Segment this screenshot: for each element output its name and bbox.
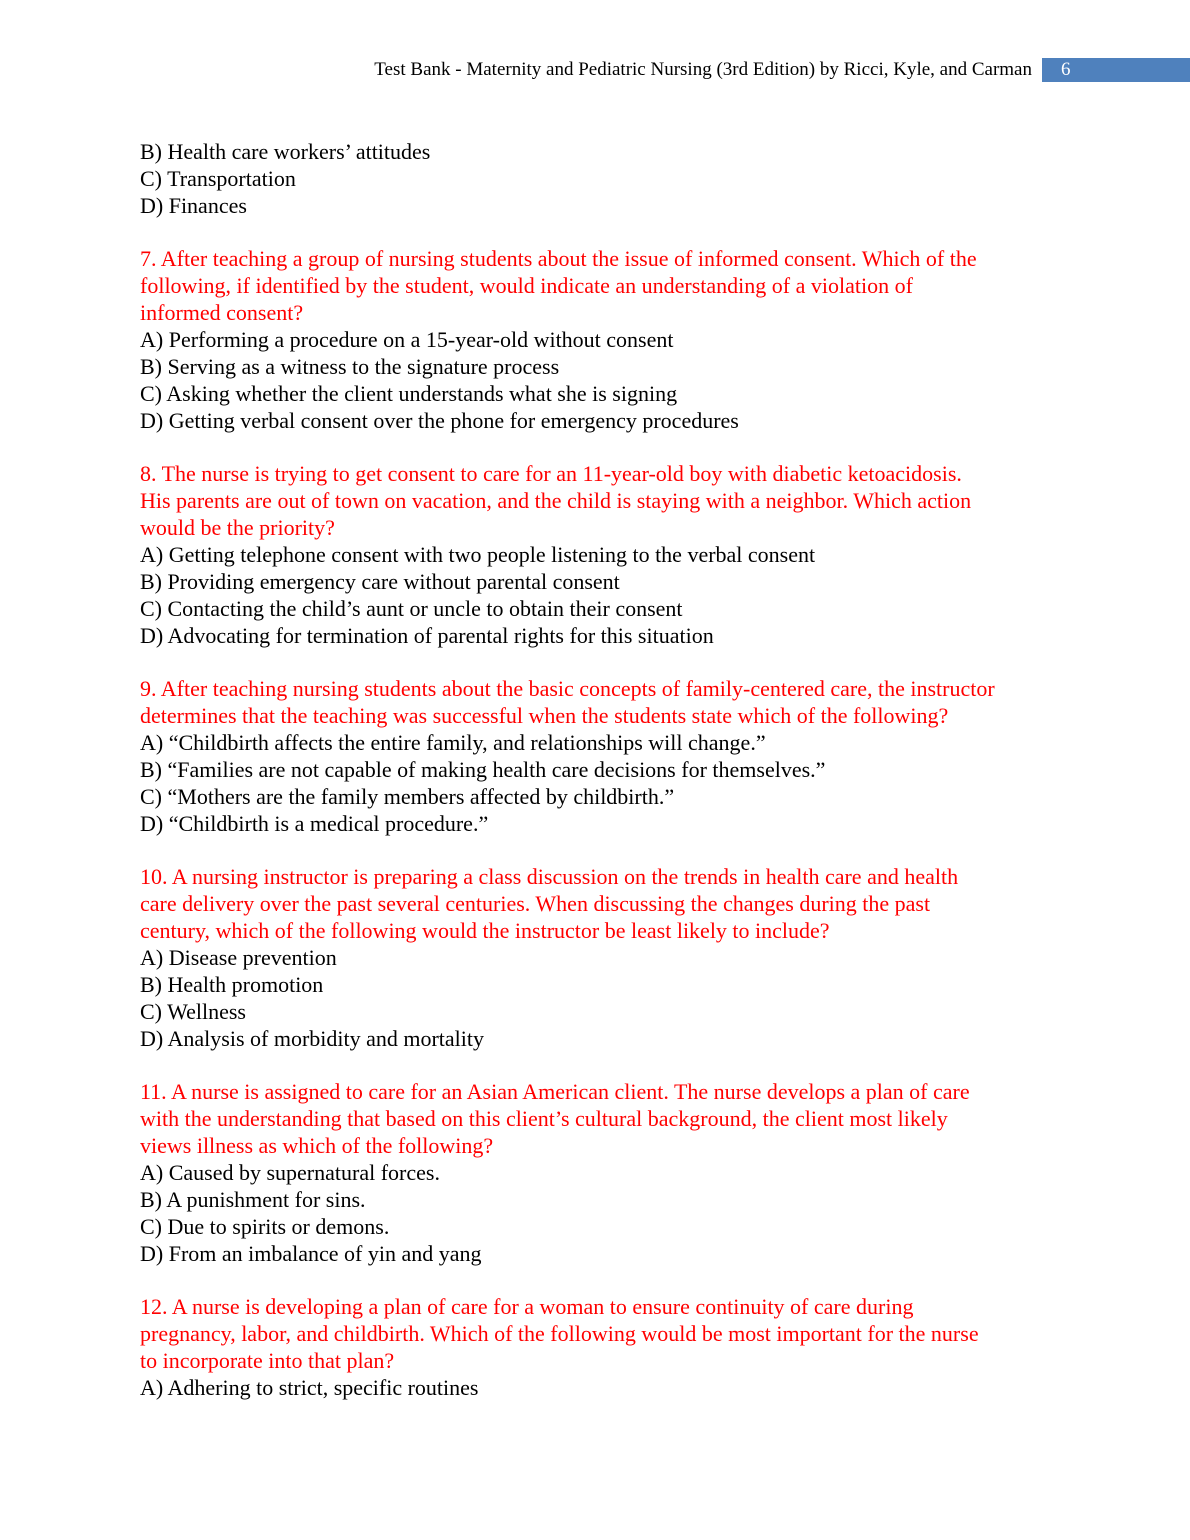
question-text: 10. A nursing instructor is preparing a class discussion on the trends in health care and health <box>140 864 959 889</box>
answer-option: C) Contacting the child’s aunt or uncle to obtain their consent <box>140 596 683 621</box>
question-text: with the understanding that based on this client’s cultural background, the client most likely <box>140 1106 948 1131</box>
question-text: determines that the teaching was successful when the students state which of the following? <box>140 703 949 728</box>
answer-option: D) Advocating for termination of parental rights for this situation <box>140 623 714 648</box>
question-text: pregnancy, labor, and childbirth. Which of the following would be most important for the nurse <box>140 1321 979 1346</box>
answer-option: B) A punishment for sins. <box>140 1187 366 1212</box>
answer-option: A) Adhering to strict, specific routines <box>140 1375 479 1400</box>
answer-option: A) Caused by supernatural forces. <box>140 1160 440 1185</box>
leading-options <box>140 138 1060 219</box>
answer-option: A) “Childbirth affects the entire family, and relationships will change.” <box>140 730 766 755</box>
question-10 <box>140 863 1060 1052</box>
question-text: following, if identified by the student, would indicate an understanding of a violation of <box>140 273 913 298</box>
answer-option: B) “Families are not capable of making health care decisions for themselves.” <box>140 757 826 782</box>
question-text: views illness as which of the following? <box>140 1133 494 1158</box>
question-text: care delivery over the past several centuries. When discussing the changes during the past <box>140 891 931 916</box>
answer-option: C) Due to spirits or demons. <box>140 1214 390 1239</box>
question-text: His parents are out of town on vacation, and the child is staying with a neighbor. Which action <box>140 488 972 513</box>
answer-option: A) Performing a procedure on a 15-year-old without consent <box>140 327 674 352</box>
answer-option: C) Asking whether the client understands what she is signing <box>140 381 678 406</box>
answer-option: C) Transportation <box>140 166 296 191</box>
answer-option: D) From an imbalance of yin and yang <box>140 1241 482 1266</box>
question-text: 9. After teaching nursing students about the basic concepts of family-centered care, the instructor <box>140 676 995 701</box>
question-text: informed consent? <box>140 300 304 325</box>
question-9 <box>140 675 1060 837</box>
answer-option: B) Health promotion <box>140 972 324 997</box>
question-text: century, which of the following would the instructor be least likely to include? <box>140 918 830 943</box>
answer-option: C) Wellness <box>140 999 246 1024</box>
answer-option: D) “Childbirth is a medical procedure.” <box>140 811 489 836</box>
answer-option: D) Analysis of morbidity and mortality <box>140 1026 485 1051</box>
header-title: Test Bank - Maternity and Pediatric Nursing (3rd Edition) by Ricci, Kyle, and Carman <box>374 59 1032 80</box>
page-header <box>374 58 1190 82</box>
question-text: to incorporate into that plan? <box>140 1348 395 1373</box>
page-number-badge: 6 <box>1042 58 1190 82</box>
document-body <box>140 138 1060 1401</box>
answer-option: B) Providing emergency care without parental consent <box>140 569 620 594</box>
question-text: 7. After teaching a group of nursing students about the issue of informed consent. Which of the <box>140 246 977 271</box>
answer-option: A) Disease prevention <box>140 945 337 970</box>
question-text: 11. A nurse is assigned to care for an Asian American client. The nurse develops a plan of care <box>140 1079 970 1104</box>
answer-option: D) Getting verbal consent over the phone for emergency procedures <box>140 408 739 433</box>
question-11 <box>140 1078 1060 1267</box>
question-text: 8. The nurse is trying to get consent to care for an 11-year-old boy with diabetic ketoacidosis. <box>140 461 962 486</box>
answer-option: B) Serving as a witness to the signature process <box>140 354 560 379</box>
question-text: would be the priority? <box>140 515 335 540</box>
question-7 <box>140 245 1060 434</box>
answer-option: B) Health care workers’ attitudes <box>140 139 431 164</box>
answer-option: D) Finances <box>140 193 247 218</box>
answer-option: C) “Mothers are the family members affected by childbirth.” <box>140 784 675 809</box>
answer-option: A) Getting telephone consent with two people listening to the verbal consent <box>140 542 816 567</box>
question-text: 12. A nurse is developing a plan of care for a woman to ensure continuity of care during <box>140 1294 914 1319</box>
question-8 <box>140 460 1060 649</box>
question-12 <box>140 1293 1060 1401</box>
